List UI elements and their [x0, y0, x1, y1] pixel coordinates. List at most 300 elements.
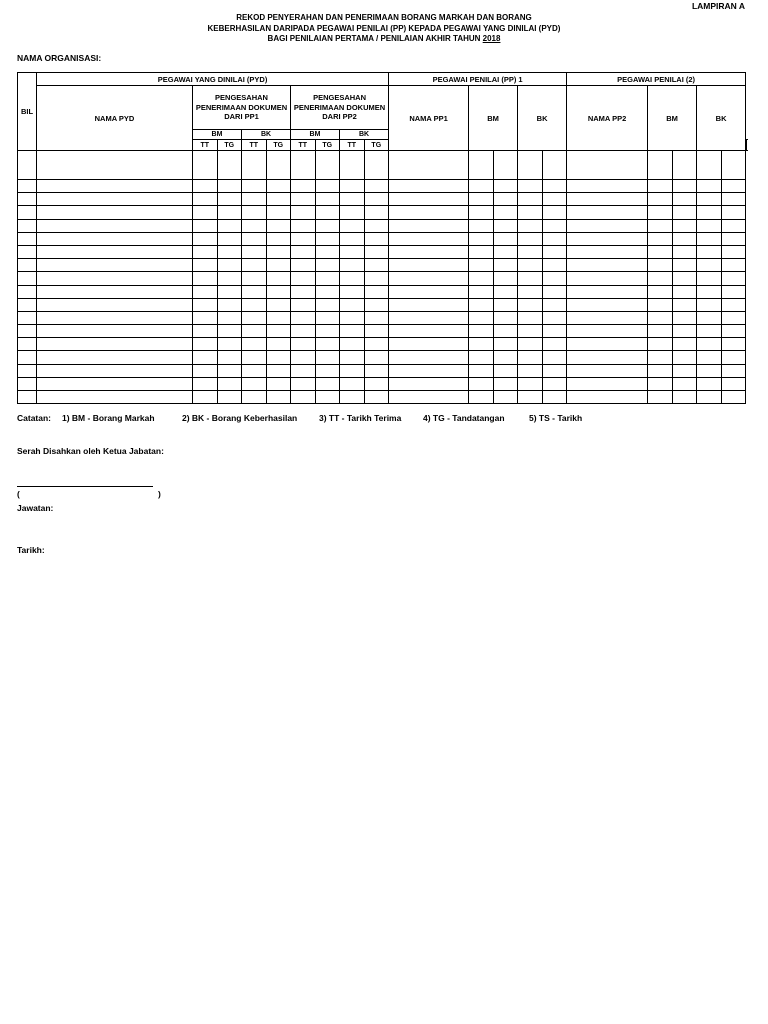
table-cell[interactable]: [364, 180, 389, 193]
table-cell[interactable]: [469, 351, 494, 364]
table-cell[interactable]: [648, 285, 673, 298]
table-cell[interactable]: [518, 311, 543, 324]
table-cell[interactable]: [18, 298, 37, 311]
table-cell[interactable]: [193, 391, 218, 404]
table-cell[interactable]: [291, 391, 316, 404]
table-cell[interactable]: [648, 298, 673, 311]
table-cell[interactable]: [364, 391, 389, 404]
table-cell[interactable]: [340, 298, 365, 311]
table-cell[interactable]: [37, 206, 193, 219]
table-cell[interactable]: [193, 245, 218, 258]
table-cell[interactable]: [18, 285, 37, 298]
table-cell[interactable]: [389, 232, 469, 245]
table-cell[interactable]: [193, 206, 218, 219]
table-cell[interactable]: [315, 285, 340, 298]
table-cell[interactable]: [193, 311, 218, 324]
table-cell[interactable]: [721, 298, 746, 311]
table-cell[interactable]: [721, 311, 746, 324]
table-cell[interactable]: [542, 272, 567, 285]
table-cell[interactable]: [672, 298, 697, 311]
table-cell[interactable]: [648, 245, 673, 258]
table-cell[interactable]: [364, 311, 389, 324]
table-cell[interactable]: [721, 364, 746, 377]
table-cell[interactable]: [291, 219, 316, 232]
table-cell[interactable]: [37, 193, 193, 206]
table-cell[interactable]: [340, 245, 365, 258]
table-cell[interactable]: [567, 219, 648, 232]
table-cell[interactable]: [721, 180, 746, 193]
table-cell[interactable]: [389, 151, 469, 180]
table-cell[interactable]: [697, 351, 722, 364]
table-cell[interactable]: [721, 325, 746, 338]
table-cell[interactable]: [493, 272, 518, 285]
table-cell[interactable]: [518, 377, 543, 390]
table-cell[interactable]: [567, 193, 648, 206]
table-cell[interactable]: [469, 193, 494, 206]
table-cell[interactable]: [648, 193, 673, 206]
table-cell[interactable]: [721, 272, 746, 285]
table-cell[interactable]: [291, 377, 316, 390]
table-cell[interactable]: [18, 259, 37, 272]
table-cell[interactable]: [542, 285, 567, 298]
table-cell[interactable]: [266, 325, 291, 338]
table-cell[interactable]: [37, 338, 193, 351]
table-cell[interactable]: [493, 338, 518, 351]
table-cell[interactable]: [217, 377, 242, 390]
table-cell[interactable]: [567, 377, 648, 390]
table-cell[interactable]: [697, 311, 722, 324]
table-cell[interactable]: [242, 219, 267, 232]
table-cell[interactable]: [389, 364, 469, 377]
table-cell[interactable]: [266, 232, 291, 245]
table-cell[interactable]: [315, 298, 340, 311]
table-cell[interactable]: [648, 391, 673, 404]
table-cell[interactable]: [721, 151, 746, 180]
table-cell[interactable]: [542, 151, 567, 180]
table-cell[interactable]: [242, 232, 267, 245]
table-cell[interactable]: [721, 391, 746, 404]
table-cell[interactable]: [37, 285, 193, 298]
table-cell[interactable]: [672, 180, 697, 193]
table-cell[interactable]: [697, 272, 722, 285]
table-cell[interactable]: [567, 245, 648, 258]
table-cell[interactable]: [721, 245, 746, 258]
table-cell[interactable]: [18, 338, 37, 351]
table-cell[interactable]: [697, 298, 722, 311]
table-cell[interactable]: [389, 245, 469, 258]
table-cell[interactable]: [291, 206, 316, 219]
table-cell[interactable]: [217, 151, 242, 180]
table-cell[interactable]: [542, 193, 567, 206]
table-cell[interactable]: [389, 325, 469, 338]
table-cell[interactable]: [469, 180, 494, 193]
table-cell[interactable]: [340, 325, 365, 338]
table-cell[interactable]: [18, 219, 37, 232]
table-cell[interactable]: [542, 377, 567, 390]
table-cell[interactable]: [37, 311, 193, 324]
table-cell[interactable]: [697, 206, 722, 219]
table-cell[interactable]: [266, 245, 291, 258]
table-cell[interactable]: [364, 325, 389, 338]
table-cell[interactable]: [567, 272, 648, 285]
table-cell[interactable]: [193, 338, 218, 351]
table-cell[interactable]: [542, 338, 567, 351]
table-cell[interactable]: [542, 180, 567, 193]
table-cell[interactable]: [18, 325, 37, 338]
table-cell[interactable]: [266, 311, 291, 324]
table-cell[interactable]: [469, 272, 494, 285]
table-cell[interactable]: [37, 364, 193, 377]
table-cell[interactable]: [672, 338, 697, 351]
table-cell[interactable]: [315, 351, 340, 364]
table-cell[interactable]: [469, 151, 494, 180]
table-cell[interactable]: [721, 351, 746, 364]
table-cell[interactable]: [266, 272, 291, 285]
table-cell[interactable]: [721, 219, 746, 232]
table-cell[interactable]: [217, 206, 242, 219]
table-cell[interactable]: [697, 285, 722, 298]
table-cell[interactable]: [518, 206, 543, 219]
table-cell[interactable]: [364, 245, 389, 258]
table-cell[interactable]: [242, 245, 267, 258]
table-cell[interactable]: [518, 151, 543, 180]
table-cell[interactable]: [518, 245, 543, 258]
table-cell[interactable]: [291, 364, 316, 377]
table-cell[interactable]: [648, 180, 673, 193]
table-cell[interactable]: [518, 364, 543, 377]
table-cell[interactable]: [266, 259, 291, 272]
table-cell[interactable]: [493, 391, 518, 404]
table-cell[interactable]: [242, 391, 267, 404]
table-cell[interactable]: [567, 180, 648, 193]
table-cell[interactable]: [518, 298, 543, 311]
table-cell[interactable]: [672, 377, 697, 390]
table-cell[interactable]: [18, 206, 37, 219]
table-cell[interactable]: [672, 259, 697, 272]
table-cell[interactable]: [542, 232, 567, 245]
table-cell[interactable]: [217, 311, 242, 324]
table-cell[interactable]: [291, 272, 316, 285]
table-cell[interactable]: [37, 151, 193, 180]
table-cell[interactable]: [217, 193, 242, 206]
table-cell[interactable]: [672, 219, 697, 232]
table-cell[interactable]: [648, 338, 673, 351]
table-cell[interactable]: [389, 259, 469, 272]
table-cell[interactable]: [242, 377, 267, 390]
table-cell[interactable]: [542, 364, 567, 377]
table-cell[interactable]: [364, 338, 389, 351]
table-cell[interactable]: [567, 151, 648, 180]
table-cell[interactable]: [697, 391, 722, 404]
table-cell[interactable]: [242, 206, 267, 219]
table-cell[interactable]: [364, 219, 389, 232]
table-cell[interactable]: [721, 193, 746, 206]
table-cell[interactable]: [291, 259, 316, 272]
table-cell[interactable]: [340, 285, 365, 298]
table-cell[interactable]: [315, 259, 340, 272]
table-cell[interactable]: [364, 151, 389, 180]
table-cell[interactable]: [697, 245, 722, 258]
table-cell[interactable]: [672, 364, 697, 377]
table-cell[interactable]: [242, 259, 267, 272]
table-cell[interactable]: [291, 298, 316, 311]
table-cell[interactable]: [567, 325, 648, 338]
table-cell[interactable]: [291, 180, 316, 193]
table-cell[interactable]: [648, 219, 673, 232]
table-cell[interactable]: [315, 364, 340, 377]
table-cell[interactable]: [567, 311, 648, 324]
table-cell[interactable]: [193, 259, 218, 272]
table-cell[interactable]: [493, 364, 518, 377]
table-cell[interactable]: [518, 193, 543, 206]
table-cell[interactable]: [518, 338, 543, 351]
table-cell[interactable]: [518, 285, 543, 298]
table-cell[interactable]: [242, 151, 267, 180]
table-cell[interactable]: [340, 391, 365, 404]
table-cell[interactable]: [389, 311, 469, 324]
table-cell[interactable]: [364, 259, 389, 272]
table-cell[interactable]: [389, 351, 469, 364]
table-cell[interactable]: [37, 377, 193, 390]
table-cell[interactable]: [315, 232, 340, 245]
table-cell[interactable]: [242, 311, 267, 324]
table-cell[interactable]: [469, 364, 494, 377]
table-cell[interactable]: [18, 245, 37, 258]
table-cell[interactable]: [469, 206, 494, 219]
table-cell[interactable]: [217, 391, 242, 404]
table-cell[interactable]: [697, 232, 722, 245]
table-cell[interactable]: [648, 259, 673, 272]
table-cell[interactable]: [518, 219, 543, 232]
table-cell[interactable]: [315, 338, 340, 351]
table-cell[interactable]: [315, 311, 340, 324]
table-cell[interactable]: [469, 232, 494, 245]
table-cell[interactable]: [291, 325, 316, 338]
table-cell[interactable]: [291, 232, 316, 245]
table-cell[interactable]: [340, 193, 365, 206]
table-cell[interactable]: [193, 272, 218, 285]
table-cell[interactable]: [37, 259, 193, 272]
table-cell[interactable]: [193, 180, 218, 193]
table-cell[interactable]: [672, 151, 697, 180]
table-cell[interactable]: [340, 364, 365, 377]
table-cell[interactable]: [291, 285, 316, 298]
table-cell[interactable]: [266, 193, 291, 206]
table-cell[interactable]: [364, 351, 389, 364]
table-cell[interactable]: [364, 298, 389, 311]
table-cell[interactable]: [37, 180, 193, 193]
table-cell[interactable]: [469, 338, 494, 351]
table-cell[interactable]: [518, 391, 543, 404]
table-cell[interactable]: [518, 180, 543, 193]
table-cell[interactable]: [493, 311, 518, 324]
table-cell[interactable]: [18, 364, 37, 377]
table-cell[interactable]: [266, 298, 291, 311]
table-cell[interactable]: [364, 206, 389, 219]
table-cell[interactable]: [567, 391, 648, 404]
table-cell[interactable]: [493, 151, 518, 180]
table-cell[interactable]: [389, 377, 469, 390]
table-cell[interactable]: [672, 232, 697, 245]
table-cell[interactable]: [648, 206, 673, 219]
table-cell[interactable]: [193, 377, 218, 390]
table-cell[interactable]: [18, 377, 37, 390]
table-cell[interactable]: [291, 351, 316, 364]
table-cell[interactable]: [18, 351, 37, 364]
table-cell[interactable]: [340, 206, 365, 219]
table-cell[interactable]: [721, 377, 746, 390]
table-cell[interactable]: [389, 193, 469, 206]
table-cell[interactable]: [672, 245, 697, 258]
table-cell[interactable]: [648, 364, 673, 377]
table-cell[interactable]: [217, 219, 242, 232]
table-cell[interactable]: [493, 232, 518, 245]
table-cell[interactable]: [217, 338, 242, 351]
table-cell[interactable]: [266, 391, 291, 404]
table-cell[interactable]: [648, 232, 673, 245]
table-cell[interactable]: [469, 285, 494, 298]
table-cell[interactable]: [193, 285, 218, 298]
table-cell[interactable]: [217, 285, 242, 298]
table-cell[interactable]: [672, 193, 697, 206]
table-cell[interactable]: [469, 311, 494, 324]
table-cell[interactable]: [340, 232, 365, 245]
table-cell[interactable]: [493, 180, 518, 193]
table-cell[interactable]: [518, 272, 543, 285]
table-cell[interactable]: [193, 298, 218, 311]
table-cell[interactable]: [242, 285, 267, 298]
table-cell[interactable]: [672, 285, 697, 298]
table-cell[interactable]: [37, 391, 193, 404]
table-cell[interactable]: [266, 338, 291, 351]
table-cell[interactable]: [340, 259, 365, 272]
table-cell[interactable]: [697, 259, 722, 272]
table-cell[interactable]: [469, 219, 494, 232]
table-cell[interactable]: [266, 219, 291, 232]
table-cell[interactable]: [542, 245, 567, 258]
table-cell[interactable]: [542, 311, 567, 324]
table-cell[interactable]: [469, 298, 494, 311]
table-cell[interactable]: [721, 259, 746, 272]
table-cell[interactable]: [315, 325, 340, 338]
table-cell[interactable]: [217, 245, 242, 258]
table-cell[interactable]: [266, 180, 291, 193]
table-cell[interactable]: [697, 364, 722, 377]
table-cell[interactable]: [37, 351, 193, 364]
table-cell[interactable]: [266, 206, 291, 219]
table-cell[interactable]: [542, 206, 567, 219]
table-cell[interactable]: [315, 272, 340, 285]
table-cell[interactable]: [242, 351, 267, 364]
table-cell[interactable]: [721, 206, 746, 219]
table-cell[interactable]: [389, 206, 469, 219]
table-cell[interactable]: [18, 232, 37, 245]
table-cell[interactable]: [217, 351, 242, 364]
table-cell[interactable]: [340, 180, 365, 193]
table-cell[interactable]: [648, 151, 673, 180]
table-cell[interactable]: [18, 311, 37, 324]
table-cell[interactable]: [364, 285, 389, 298]
table-cell[interactable]: [340, 377, 365, 390]
table-cell[interactable]: [266, 285, 291, 298]
table-cell[interactable]: [542, 351, 567, 364]
table-cell[interactable]: [697, 377, 722, 390]
table-cell[interactable]: [493, 245, 518, 258]
table-cell[interactable]: [37, 232, 193, 245]
table-cell[interactable]: [697, 219, 722, 232]
table-cell[interactable]: [37, 245, 193, 258]
table-cell[interactable]: [193, 232, 218, 245]
table-cell[interactable]: [18, 180, 37, 193]
table-cell[interactable]: [389, 285, 469, 298]
table-cell[interactable]: [567, 298, 648, 311]
table-cell[interactable]: [567, 351, 648, 364]
table-cell[interactable]: [340, 151, 365, 180]
table-cell[interactable]: [340, 272, 365, 285]
table-cell[interactable]: [469, 259, 494, 272]
table-cell[interactable]: [266, 351, 291, 364]
table-cell[interactable]: [37, 325, 193, 338]
table-cell[interactable]: [242, 298, 267, 311]
table-cell[interactable]: [291, 338, 316, 351]
table-cell[interactable]: [493, 285, 518, 298]
table-cell[interactable]: [37, 219, 193, 232]
table-cell[interactable]: [217, 325, 242, 338]
table-cell[interactable]: [648, 377, 673, 390]
table-cell[interactable]: [217, 298, 242, 311]
table-cell[interactable]: [217, 232, 242, 245]
table-cell[interactable]: [315, 245, 340, 258]
table-cell[interactable]: [18, 193, 37, 206]
table-cell[interactable]: [672, 351, 697, 364]
table-cell[interactable]: [567, 285, 648, 298]
table-cell[interactable]: [193, 219, 218, 232]
table-cell[interactable]: [672, 272, 697, 285]
table-cell[interactable]: [242, 180, 267, 193]
table-cell[interactable]: [193, 364, 218, 377]
table-cell[interactable]: [340, 338, 365, 351]
table-cell[interactable]: [364, 193, 389, 206]
table-cell[interactable]: [518, 232, 543, 245]
table-cell[interactable]: [567, 259, 648, 272]
table-cell[interactable]: [340, 311, 365, 324]
table-cell[interactable]: [697, 180, 722, 193]
table-cell[interactable]: [193, 151, 218, 180]
table-cell[interactable]: [542, 219, 567, 232]
table-cell[interactable]: [217, 180, 242, 193]
table-cell[interactable]: [567, 338, 648, 351]
table-cell[interactable]: [567, 364, 648, 377]
table-cell[interactable]: [291, 245, 316, 258]
table-cell[interactable]: [340, 219, 365, 232]
table-cell[interactable]: [697, 325, 722, 338]
table-cell[interactable]: [193, 325, 218, 338]
table-cell[interactable]: [648, 325, 673, 338]
table-cell[interactable]: [721, 338, 746, 351]
table-cell[interactable]: [364, 377, 389, 390]
table-cell[interactable]: [567, 232, 648, 245]
table-cell[interactable]: [315, 193, 340, 206]
table-cell[interactable]: [18, 151, 37, 180]
table-cell[interactable]: [672, 325, 697, 338]
table-cell[interactable]: [315, 377, 340, 390]
table-cell[interactable]: [389, 391, 469, 404]
table-cell[interactable]: [315, 206, 340, 219]
table-cell[interactable]: [648, 272, 673, 285]
table-cell[interactable]: [542, 325, 567, 338]
table-cell[interactable]: [315, 151, 340, 180]
table-cell[interactable]: [493, 377, 518, 390]
